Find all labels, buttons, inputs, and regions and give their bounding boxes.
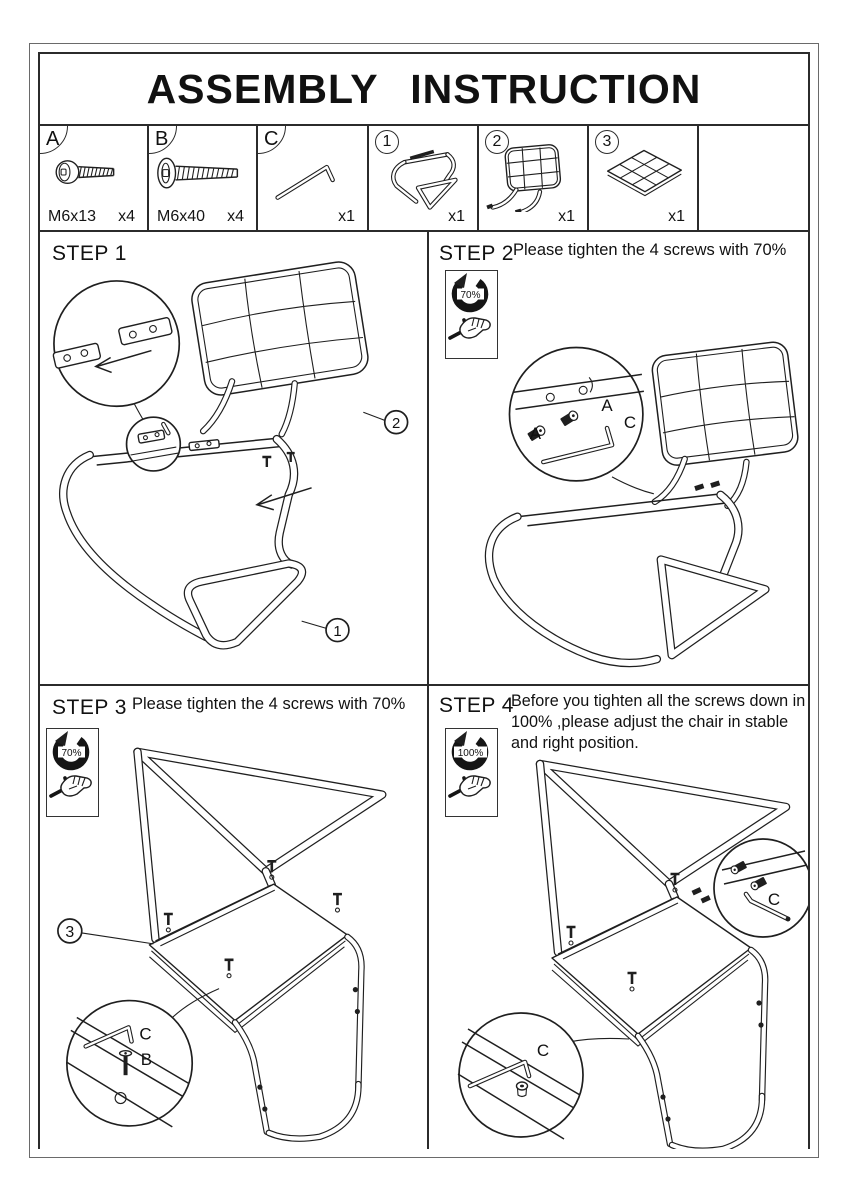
step3-panel — [40, 686, 429, 1149]
torque-70-icon — [46, 728, 99, 817]
step2-note: Please tighten the 4 screws with 70% — [513, 241, 787, 259]
step4-top-callout — [714, 839, 808, 937]
part-label-a: A — [46, 128, 60, 150]
part-label-b: B — [155, 128, 169, 150]
backrest-part-icon — [479, 140, 587, 212]
part-qty-1: x1 — [448, 208, 465, 225]
part-cell-empty — [699, 126, 808, 230]
torque-70-icon — [445, 270, 498, 359]
part-number-1: 1 — [375, 130, 399, 154]
label-c: C — [623, 413, 637, 433]
callout-2 — [363, 411, 407, 434]
parts-table — [40, 126, 808, 232]
step3-note: Please tighten the 4 screws with 70% — [132, 695, 406, 713]
torque-value: 70% — [460, 290, 481, 301]
step3-screw-callout — [67, 1001, 192, 1127]
label-a: A — [601, 396, 613, 416]
part-cell-backrest — [479, 126, 589, 230]
label-a: A — [529, 424, 542, 444]
step1-panel — [40, 232, 429, 686]
seat-part-icon — [589, 140, 697, 212]
step2-screw-callout — [509, 347, 643, 480]
torque-value: 100% — [457, 748, 484, 759]
part-qty-c: x1 — [338, 208, 355, 225]
part-qty-b: x4 — [227, 208, 244, 225]
part-cell-frame — [369, 126, 479, 230]
backrest-attached — [651, 341, 800, 467]
label-1: 1 — [333, 623, 342, 641]
part-cell-b — [149, 126, 258, 230]
screw-a-icon — [40, 140, 147, 212]
step4-bottom-callout — [458, 1013, 583, 1139]
label-3: 3 — [65, 923, 75, 941]
frame-part-icon — [369, 140, 477, 212]
title-block — [40, 54, 808, 126]
part-cell-c — [258, 126, 369, 230]
step4-heading: STEP 4 — [439, 694, 514, 717]
callout-3 — [58, 919, 154, 944]
screw-b-icon — [149, 140, 256, 212]
label-2: 2 — [392, 415, 401, 433]
torque-100-icon — [445, 728, 498, 817]
part-number-3: 3 — [595, 130, 619, 154]
seat-cushion — [552, 897, 751, 1046]
seat-rails — [88, 438, 286, 465]
part-number-2: 2 — [485, 130, 509, 154]
part-size-b: M6x40 — [157, 208, 206, 225]
callout-1 — [302, 619, 349, 642]
backrest-part — [189, 260, 370, 398]
label-c: C — [536, 1041, 550, 1060]
part-cell-seat — [589, 126, 699, 230]
part-cell-a — [40, 126, 149, 230]
step4-note: Before you tighten all the screws down in 100% ,please adjust the chair in stable and right position. — [511, 692, 806, 753]
label-b: B — [140, 1050, 153, 1070]
seat-cushion — [149, 884, 347, 1032]
allen-key-icon — [258, 140, 367, 212]
label-c: C — [139, 1024, 152, 1044]
step3-heading: STEP 3 — [52, 696, 127, 719]
part-qty-2: x1 — [558, 208, 575, 225]
inner-border — [38, 52, 810, 1149]
step4-panel — [429, 686, 808, 1149]
part-qty-a: x4 — [118, 208, 135, 225]
torque-value: 70% — [61, 748, 82, 759]
step1-heading: STEP 1 — [52, 242, 127, 265]
page-title: ASSEMBLY INSTRUCTION — [146, 65, 702, 112]
label-c: C — [767, 890, 781, 909]
step1-detail-callout — [53, 281, 180, 406]
step1-illustration — [40, 232, 427, 684]
step2-panel — [429, 232, 808, 686]
part-size-a: M6x13 — [48, 208, 97, 225]
part-label-c: C — [264, 128, 279, 150]
step2-heading: STEP 2 — [439, 242, 514, 265]
step1-small-callout — [127, 417, 181, 471]
part-qty-3: x1 — [668, 208, 685, 225]
